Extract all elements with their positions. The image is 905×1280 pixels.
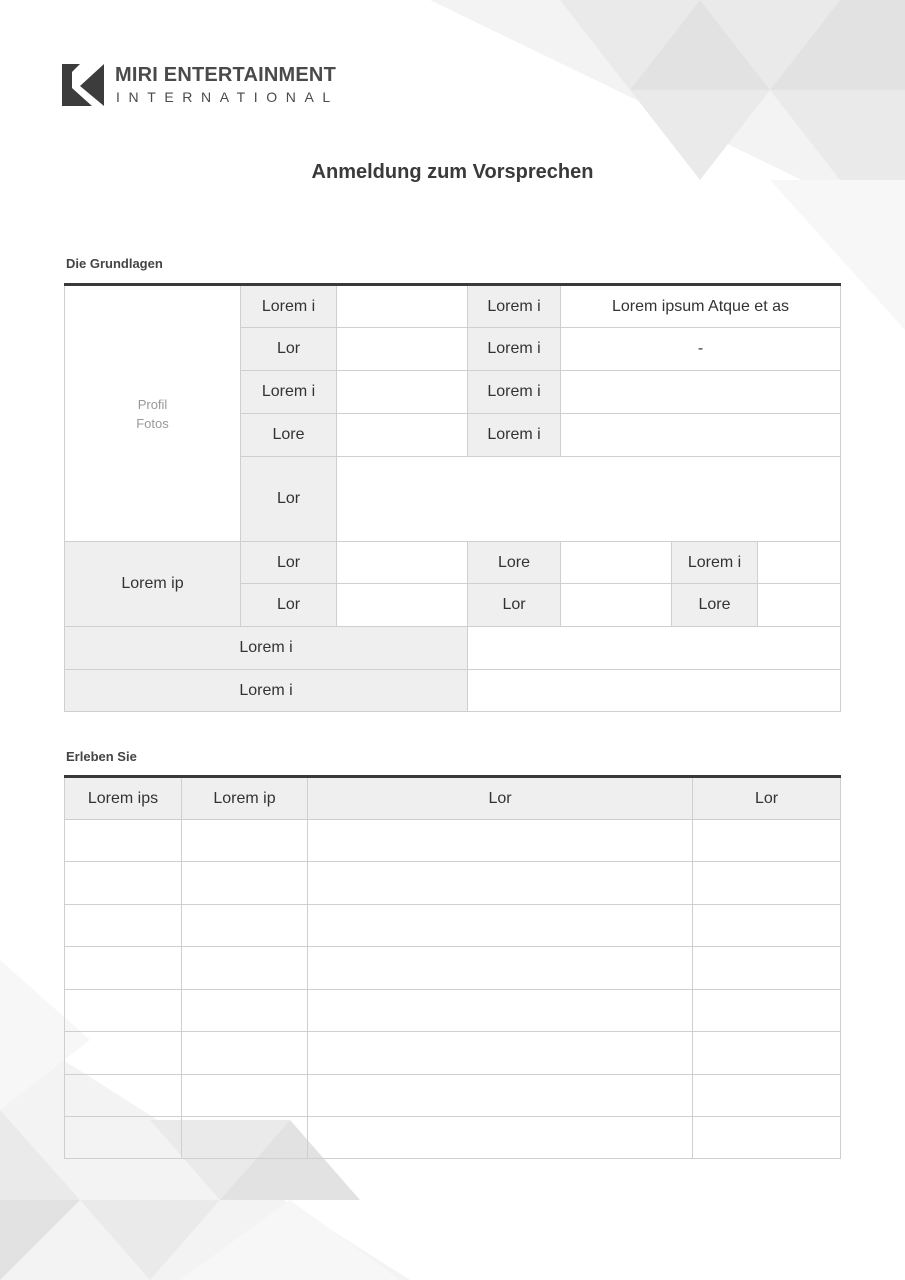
table-cell[interactable] [182,905,308,947]
table-cell[interactable] [308,905,693,947]
table-cell[interactable] [308,990,693,1032]
field-label: Lorem i [65,627,468,670]
column-header: Lor [308,777,693,820]
photo-label-line1: Profil [137,396,168,412]
field-label: Lorem i [65,670,468,712]
field-label: Lorem i [241,285,337,328]
field-label: Lorem i [672,542,758,584]
table-cell[interactable] [693,990,841,1032]
table-cell[interactable] [693,947,841,990]
brand-name: MIRI ENTERTAINMENT [115,64,336,86]
table-row [65,1032,841,1075]
table-row [65,990,841,1032]
field-value[interactable] [758,542,841,584]
field-value[interactable] [561,542,672,584]
table-cell[interactable] [65,1075,182,1117]
field-label: Lore [672,584,758,627]
table-cell[interactable] [308,1032,693,1075]
table-cell[interactable] [65,990,182,1032]
field-value[interactable] [561,584,672,627]
table-cell[interactable] [308,1075,693,1117]
profile-photo-slot[interactable] [65,285,241,542]
photo-label-line2: Fotos [136,415,169,431]
field-label: Lorem i [468,371,561,414]
field-value[interactable] [337,371,468,414]
field-label: Lorem i [241,371,337,414]
table-cell[interactable] [182,862,308,905]
table-cell[interactable] [182,820,308,862]
column-header: Lorem ips [65,777,182,820]
group-label: Lorem ip [65,542,241,627]
brand-subtitle: INTERNATIONAL [116,89,339,105]
field-label: Lore [468,542,561,584]
table-cell[interactable] [693,820,841,862]
table-cell[interactable] [65,820,182,862]
field-label: Lor [241,328,337,371]
field-label: Lor [241,584,337,627]
table-row [65,1075,841,1117]
field-value[interactable] [337,584,468,627]
section-heading-experience: Erleben Sie [66,749,137,764]
field-value[interactable] [561,371,841,414]
field-value-wide[interactable] [468,670,841,712]
field-label: Lorem i [468,414,561,457]
table-row [65,820,841,862]
table-cell[interactable] [693,1117,841,1159]
table-header-row [65,777,841,820]
table-cell[interactable] [182,990,308,1032]
field-label: Lorem i [468,328,561,371]
table-cell[interactable] [65,1032,182,1075]
table-cell[interactable] [693,1075,841,1117]
page-title: Anmeldung zum Vorsprechen [311,161,594,183]
table-cell[interactable] [65,905,182,947]
field-value-wide[interactable] [337,457,841,542]
experience-table [64,775,841,1159]
column-header: Lorem ip [182,777,308,820]
table-row [65,905,841,947]
table-row [65,862,841,905]
field-value[interactable] [337,285,468,328]
table-cell[interactable] [182,1075,308,1117]
basics-table [64,283,841,712]
table-cell[interactable] [182,1117,308,1159]
table-row [65,1117,841,1159]
field-label: Lore [241,414,337,457]
table-cell[interactable] [308,1117,693,1159]
field-value[interactable] [337,542,468,584]
field-value[interactable]: - [561,328,841,371]
table-cell[interactable] [693,862,841,905]
column-header: Lor [693,777,841,820]
table-cell[interactable] [182,947,308,990]
field-value[interactable] [337,328,468,371]
logo-mark-icon [62,64,104,106]
field-value[interactable]: Lorem ipsum Atque et as [561,285,841,328]
field-value[interactable] [758,584,841,627]
field-label: Lor [241,457,337,542]
field-value-wide[interactable] [468,627,841,670]
table-cell[interactable] [308,862,693,905]
field-label: Lorem i [468,285,561,328]
table-cell[interactable] [182,1032,308,1075]
table-cell[interactable] [308,947,693,990]
table-cell[interactable] [65,1117,182,1159]
section-heading-basics: Die Grundlagen [66,256,163,271]
field-value[interactable] [561,414,841,457]
field-label: Lor [241,542,337,584]
field-value[interactable] [337,414,468,457]
table-cell[interactable] [65,947,182,990]
table-cell[interactable] [65,862,182,905]
table-cell[interactable] [693,905,841,947]
table-row [65,947,841,990]
table-cell[interactable] [693,1032,841,1075]
field-label: Lor [468,584,561,627]
table-cell[interactable] [308,820,693,862]
